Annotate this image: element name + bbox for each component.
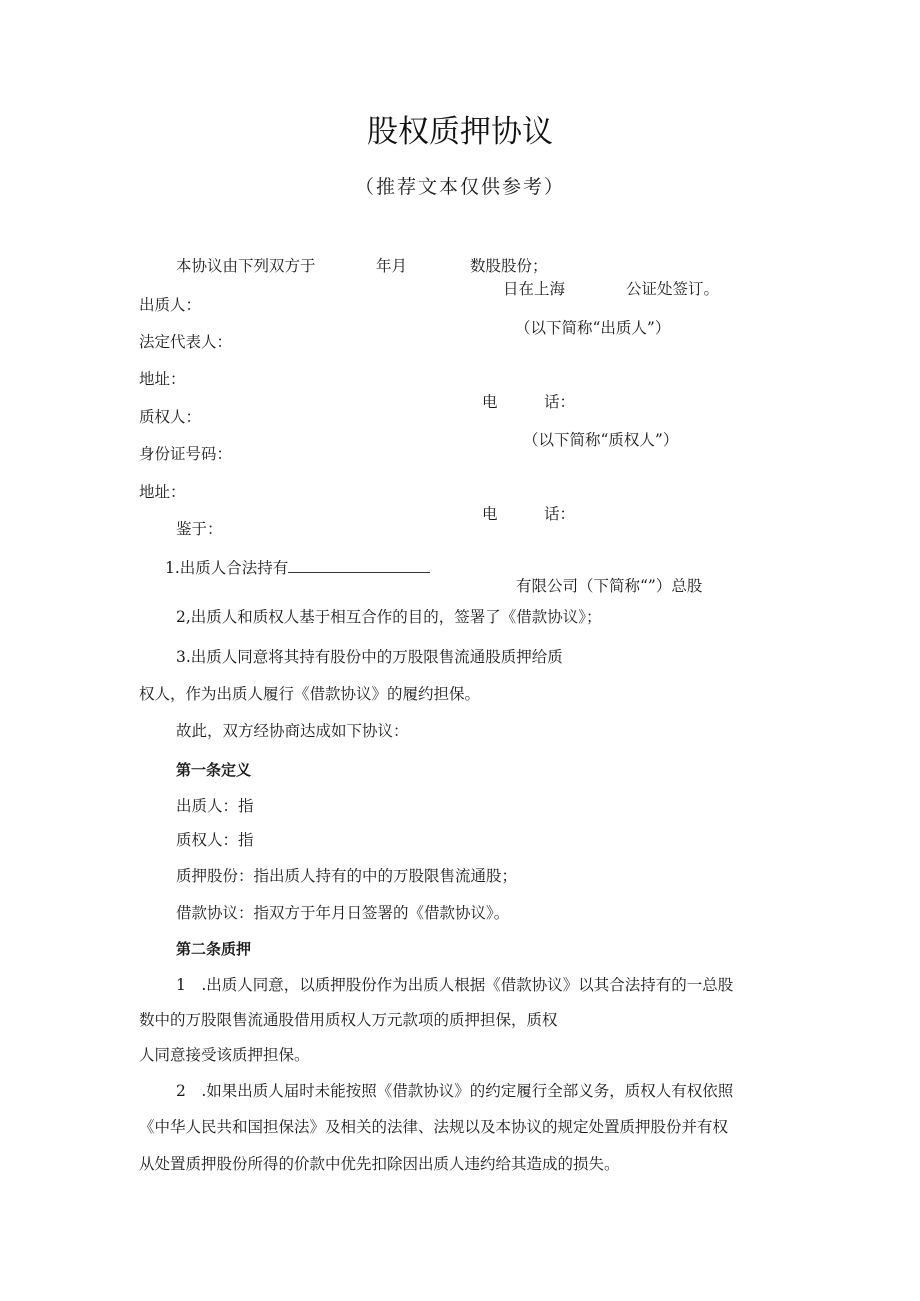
recital-3a: 3.出质人同意将其持有股份中的万股限售流通股质押给质 <box>176 648 563 666</box>
pledgee-phone-label: 电 话： <box>482 505 576 523</box>
article-1-heading: 第一条定义 <box>176 761 252 779</box>
company-name-blank <box>288 558 430 573</box>
clause-2-line-1: 2 .如果出质人届时未能按照《借款协议》的约定履行全部义务，质权人有权依照 <box>176 1082 734 1100</box>
recitals-heading: 鉴于： <box>176 520 223 538</box>
preamble-intro-a: 本协议由下列双方于 <box>176 257 316 275</box>
clause-1-line-3: 人同意接受该质押担保。 <box>139 1046 310 1064</box>
recital-2: 2,出质人和质权人基于相互合作的目的，签署了《借款协议》； <box>176 608 602 626</box>
definition-pledgor: 出质人：指 <box>176 797 254 815</box>
recital-3b: 权人，作为出质人履行《借款协议》的履约担保。 <box>139 685 481 703</box>
pledgee-alias: （以下简称“质权人”） <box>523 431 679 449</box>
definition-pledgee: 质权人：指 <box>176 831 254 849</box>
clause-1-line-2: 数中的万股限售流通股借用质权人万元款项的质押担保，质权 <box>139 1011 558 1029</box>
pledgor-address-label: 地址： <box>139 370 186 388</box>
preamble-intro-e: 公证处签订。 <box>626 280 720 298</box>
id-number-label: 身份证号码： <box>139 445 233 463</box>
definition-loan-agreement: 借款协议：指双方于年月日签署的《借款协议》。 <box>176 904 510 922</box>
pledgor-phone-label: 电 话： <box>482 393 576 411</box>
preamble-intro-c: 数股股份； <box>470 257 548 275</box>
clause-1-line-1: 1 .出质人同意，以质押股份作为出质人根据《借款协议》以其合法持有的一总股 <box>176 976 734 994</box>
pledgee-address-label: 地址： <box>139 483 186 501</box>
recital-1a <box>165 558 430 578</box>
definition-pledged-shares: 质押股份：指出质人持有的中的万股限售流通股； <box>176 867 518 885</box>
recitals-conclusion: 故此，双方经协商达成如下协议： <box>176 722 409 740</box>
preamble-intro-b: 年月 <box>376 257 408 275</box>
document-subtitle: （推荐文本仅供参考） <box>354 176 565 198</box>
article-2-heading: 第二条质押 <box>176 940 252 958</box>
legal-representative-label: 法定代表人： <box>139 333 233 351</box>
document-title: 股权质押协议 <box>367 114 553 150</box>
pledgor-alias: （以下简称“出质人”） <box>515 319 671 337</box>
recital-1a-text: 1.出质人合法持有 <box>165 559 289 577</box>
pledgor-label: 出质人： <box>139 296 202 314</box>
recital-1b: 有限公司（下简称“”）总股 <box>516 577 703 595</box>
pledgee-label: 质权人： <box>139 408 202 426</box>
clause-2-line-2: 《中华人民共和国担保法》及相关的法律、法规以及本协议的规定处置质押股份并有权 <box>139 1118 729 1136</box>
clause-2-line-3: 从处置质押股份所得的价款中优先扣除因出质人违约给其造成的损失。 <box>139 1155 620 1173</box>
preamble-intro-d: 日在上海 <box>503 280 566 298</box>
